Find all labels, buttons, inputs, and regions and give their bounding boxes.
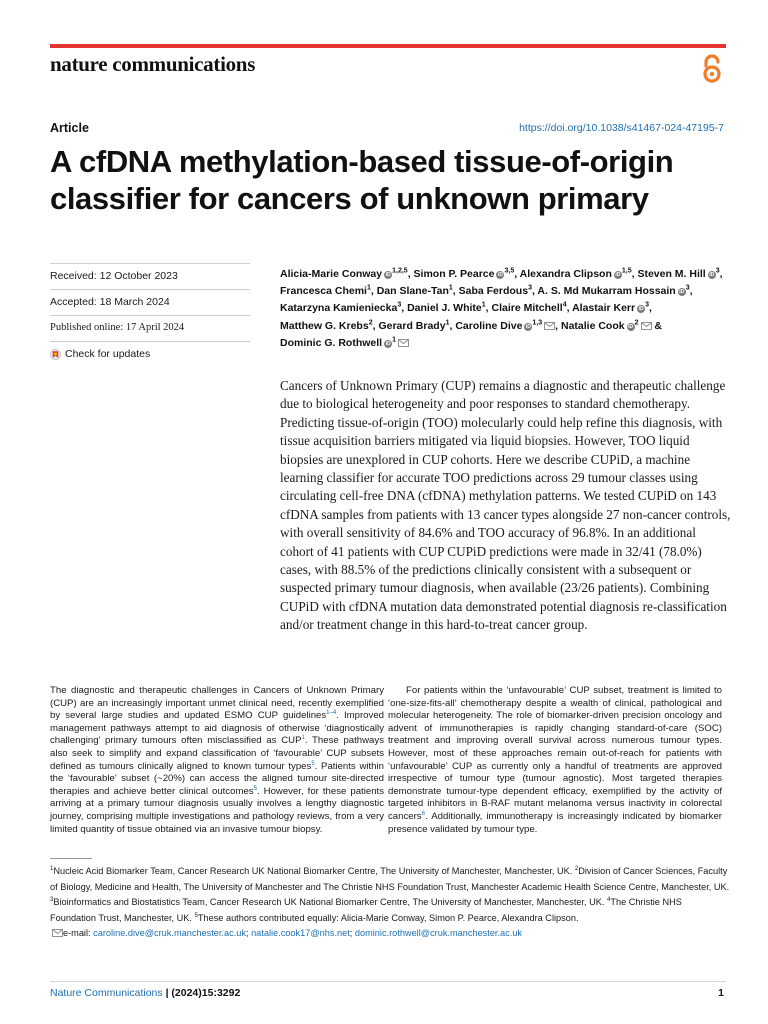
- author-name-text: Caroline Dive: [455, 319, 523, 332]
- author-name[interactable]: [280, 302, 401, 314]
- accepted-date: Accepted: 18 March 2024: [50, 290, 250, 316]
- author-name-text: Alastair Kerr: [572, 302, 636, 315]
- affiliation-number: 1: [50, 865, 54, 872]
- open-access-icon[interactable]: [700, 54, 724, 84]
- header-accent-bar: [50, 44, 726, 48]
- envelope-icon[interactable]: [52, 929, 63, 937]
- email-link[interactable]: natalie.cook17@nhs.net: [251, 928, 350, 939]
- crossmark-icon: [50, 349, 61, 360]
- footer-journal-link[interactable]: Nature Communications: [50, 987, 163, 999]
- orcid-icon[interactable]: iD: [615, 272, 621, 278]
- affiliation-superscript: 3: [715, 267, 720, 275]
- abstract: Cancers of Unknown Primary (CUP) remains a diagnostic and therapeutic challenge due to biological heterogeneity and poor responses to standard chemotherapy. Predicting tissue-of-origin (TOO) molecularly could help refine this diagnosis, with tissue acquisition barriers mitigated via liquid biopsies. However, TOO liquid biopsies are unexplored in CUP cohorts. Here we describe CUPiD, a machine learning classifier for accurate TOO predictions across 29 tumour classes using circulating cell-free DNA (cfDNA) methylation patterns. We tested CUPiD on 143 cfDNA samples from patients with 13 cancer types alongside 27 non-cancer controls, with overall sensitivity of 84.6% and TOO accuracy of 96.8%. In an additional cohort of 41 patients with CUP CUPiD predictions were made in 32/41 (78.0%) cases, with 88.5% of the predictions clinically consistent with a subsequent or suspected primary tumour diagnosis, when available (23/26 patients). Combining CUPiD with cfDNA mutation data demonstrated potential diagnosis re-classification and/or treatment change in this hard-to-treat cancer group.: [280, 378, 731, 633]
- affiliation-superscript: 3: [397, 301, 402, 309]
- orcid-icon[interactable]: iD: [497, 272, 503, 278]
- check-for-updates-button[interactable]: [50, 342, 250, 366]
- affiliation-superscript: 1,5: [621, 267, 632, 275]
- orcid-icon[interactable]: iD: [525, 323, 531, 330]
- orcid-icon[interactable]: iD: [385, 272, 391, 278]
- author-name[interactable]: [377, 285, 453, 297]
- author-name-text: Dan Slane-Tan: [376, 285, 449, 298]
- affiliation-superscript: 1,3: [532, 319, 543, 327]
- orcid-icon[interactable]: iD: [679, 289, 685, 296]
- email-link[interactable]: caroline.dive@cruk.manchester.ac.uk: [93, 928, 246, 939]
- email-label: e-mail:: [63, 928, 94, 939]
- footnote-divider: [50, 858, 92, 859]
- author-name[interactable]: [414, 268, 515, 280]
- author-name[interactable]: [280, 337, 409, 349]
- article-title: A cfDNA methylation-based tissue-of-origin classifier for cancers of unknown primary: [50, 144, 674, 216]
- orcid-icon[interactable]: iD: [638, 306, 644, 313]
- author-name[interactable]: [407, 302, 486, 314]
- affiliation-superscript: 2: [368, 319, 373, 327]
- author-name-text: Alicia-Marie Conway: [280, 268, 383, 280]
- author-name-text: A. S. Md Mukarram Hossain: [537, 285, 676, 298]
- author-name[interactable]: [537, 285, 689, 297]
- author-name-text: Alexandra Clipson: [519, 268, 612, 280]
- author-name[interactable]: [455, 320, 555, 332]
- citation-reference[interactable]: 1–4: [326, 710, 337, 716]
- author-name-text: Claire Mitchell: [491, 302, 563, 315]
- journal-name: nature communications: [50, 52, 256, 76]
- author-name[interactable]: [561, 320, 652, 332]
- affiliation-superscript: 4: [562, 301, 567, 309]
- affiliation-superscript: 1: [445, 319, 450, 327]
- affiliation-superscript: 1,2,5: [392, 267, 408, 275]
- author-name-text: Dominic G. Rothwell: [280, 336, 383, 349]
- received-date: Received: 12 October 2023: [50, 263, 250, 290]
- check-for-updates-label: Check for updates: [65, 348, 151, 360]
- affiliation-superscript: 3,5: [504, 267, 515, 275]
- affiliation-superscript: 3: [645, 301, 649, 309]
- affiliation-superscript: 1: [448, 284, 453, 292]
- footer-citation: [50, 987, 240, 999]
- published-date: Published online: 17 April 2024: [50, 316, 250, 342]
- author-name-text: Francesca Chemi: [280, 285, 367, 298]
- affiliation-number: 4: [607, 897, 611, 904]
- doi-link[interactable]: https://doi.org/10.1038/s41467-024-47195-7: [519, 122, 724, 134]
- affiliation-superscript: 1: [366, 284, 371, 292]
- affiliation-superscript: 1: [392, 336, 396, 344]
- author-name-text: Gerard Brady: [378, 319, 446, 332]
- orcid-icon[interactable]: iD: [709, 272, 715, 278]
- affiliation-superscript: 2: [634, 319, 639, 327]
- author-name[interactable]: [572, 302, 649, 314]
- author-name-text: Katarzyna Kamieniecka: [280, 302, 398, 315]
- orcid-icon[interactable]: iD: [385, 340, 391, 347]
- author-name[interactable]: [492, 302, 567, 314]
- author-name[interactable]: [280, 268, 408, 280]
- affiliation-number: 5: [194, 912, 198, 919]
- citation-reference[interactable]: 5: [253, 785, 257, 792]
- footer-divider: [50, 981, 726, 982]
- body-column-left: The diagnostic and therapeutic challenges in Cancers of Unknown Primary (CUP) are an increasingly important unmet clinical need, recently exemplified by several large studies and updated ESMO CUP guidelines$^{1-4}$. Improved management pathways attempt to aid diagnosis of otherwise ‘diagnostically challenging’ primary tumours often misclassified as CUP$^1$. These pathways also seek to simplify and expand classification of ‘favourable’ CUP subsets defined as tumours clinically aligned to known tumour types$^5$. Patients within the ‘favourable’ subset (~20%) can access the aligned tumour site-directed therapies and achieve better clinical outcomes$^5$. However, for these patients arriving at a primary tumour diagnosis usually involves a lengthy diagnostic journey, comprising multiple investigations and pathology reviews, from a very limited quantity of tissue obtained via an invasive tumour biopsy.: [50, 685, 384, 835]
- citation-reference[interactable]: 5: [311, 760, 315, 767]
- author-name[interactable]: [280, 320, 373, 332]
- affiliation-superscript: 3: [528, 284, 532, 292]
- author-name-text: Simon P. Pearce: [413, 268, 495, 280]
- citation-reference[interactable]: 6: [421, 810, 425, 817]
- affiliation-number: 2: [574, 865, 579, 872]
- author-name[interactable]: [637, 268, 719, 280]
- citation-reference[interactable]: 1: [301, 735, 305, 742]
- affiliations-footnote: $^1$Nucleic Acid Biomarker Team, Cancer Research UK National Biomarker Centre, The University of Manchester, Manchester, UK. $^2$Division of Cancer Sciences, Faculty of Biology, Medicine and Health, The University of Manchester and The Christie NHS Foundation Trust, Manchester Academic Health Science Centre, Manchester, UK. $^3$Bioinformatics and Biostatistics Team, Cancer Research UK National Biomarker Centre, The University of Manchester, Manchester, UK. $^4$The Christie NHS Foundation Trust, Manchester, UK. $^5$These authors contributed equally: Alicia-Marie Conway, Simon P. Pearce, Alexandra Clipson. e-mail: caroline.dive@cruk.manchester.ac.uk; natalie.cook17@nhs.net; dominic.rothwell@cruk.manchester.ac.uk: [50, 865, 730, 939]
- author-name[interactable]: [280, 285, 371, 297]
- author-name[interactable]: [378, 320, 449, 332]
- footer-volume: | (2024)15:3292: [165, 987, 241, 999]
- email-link[interactable]: dominic.rothwell@cruk.manchester.ac.uk: [354, 928, 523, 939]
- envelope-icon[interactable]: [544, 322, 555, 330]
- body-column-right: For patients within the ‘unfavourable’ CUP subset, treatment is limited to ‘one-size-fits-all’ chemotherapy despite a wealth of clinical, pathological and molecular heterogeneity. The role of biomarker-driven precision oncology and advent of immunotherapies is rapidly changing standard-of-care (SOC) treatment and improving overall survival across numerous tumour types. However, most of these approaches remain out-of-reach for patients with ‘unfavourable’ CUP as currently only a handful of treatments are approved irrespective of tumour type (tumour agnostic). Most targeted therapies demonstrate tumour-type dependent efficacy, exemplified by the activity of targeted inhibitors in B-RAF mutant melanoma versus inactivity in colorectal cancers$^6$. Additionally, immunotherapy is increasingly indicated by biomarker presence validated by tumour type.: [388, 685, 722, 835]
- article-metadata: [50, 263, 250, 366]
- orcid-icon[interactable]: iD: [628, 323, 634, 330]
- article-type-label: Article: [50, 121, 89, 135]
- author-name-text: Natalie Cook: [561, 319, 625, 332]
- affiliation-superscript: 3: [685, 284, 690, 292]
- affiliation-superscript: 1: [481, 301, 486, 309]
- envelope-icon[interactable]: [641, 322, 652, 330]
- author-name-text: Daniel J. White: [407, 302, 482, 315]
- envelope-icon[interactable]: [398, 339, 409, 347]
- page-number: 1: [718, 987, 724, 999]
- author-name-text: Saba Ferdous: [458, 285, 529, 298]
- author-name[interactable]: [459, 285, 532, 297]
- author-name-text: Matthew G. Krebs: [280, 319, 369, 332]
- affiliation-number: 3: [50, 897, 54, 904]
- author-list: Alicia-Marie Conway iD$^{1,2,5}$, Simon P. Pearce iD$^{3,5}$, Alexandra Clipson iD$^{1,5}$, Steven M. Hill $iD^3$, Francesca Chemi$^1$, Dan Slane-Tan$^1$, Saba Ferdous$^3$, A. S. Md Mukarram Hossain $iD^3$, Katarzyna Kamieniecka$^3$, Daniel J. White$^1$, Claire Mitchell$^4$, Alastair Kerr $iD^3$, Matthew G. Krebs$^2$, Gerard Brady$^1$, Caroline Dive iD$^{1,3}$ , Natalie Cook $iD^2$ & Dominic G. Rothwell $iD^1$: [280, 267, 723, 349]
- author-name[interactable]: [520, 268, 632, 280]
- author-name-text: Steven M. Hill: [637, 268, 706, 280]
